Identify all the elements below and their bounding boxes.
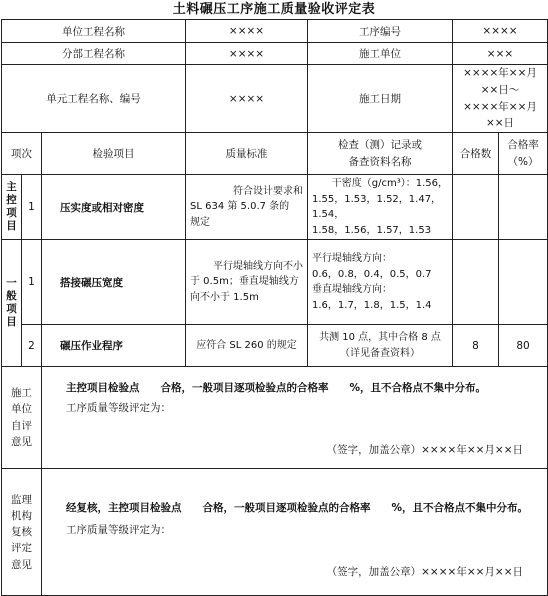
header-row-unit (2, 20, 548, 43)
unit-project-label: 单位工程名称 (2, 20, 186, 43)
supervise-label-line: 监理 (11, 493, 32, 506)
record (308, 325, 453, 367)
self-eval-label-line: 自评 (11, 419, 32, 432)
quality-standard (186, 175, 308, 240)
general-items-group-label (2, 240, 22, 367)
item-no: 2 (22, 325, 42, 367)
main-item-row-1 (2, 175, 548, 240)
standard-line: 符合设计要求和 (233, 185, 303, 197)
col-record-line2: 备查资料名称 (348, 155, 412, 168)
qualified-count (453, 240, 499, 325)
quality-standard (186, 240, 308, 325)
item-no: 1 (22, 175, 42, 240)
part-project-value: ×××× (186, 43, 308, 65)
qualified-rate: 80 (499, 325, 548, 367)
self-eval-line2: 工序质量等级评定为： (66, 401, 171, 414)
self-eval-line1 (66, 380, 486, 395)
main-label-char: 控 (6, 194, 17, 207)
self-eval-content (42, 367, 548, 469)
header-row-element (2, 65, 548, 133)
supervise-label-line: 机构 (11, 509, 32, 522)
standard-line: 向不小于 1.5m (190, 291, 259, 303)
supervise-signature: （签字，加盖公章）××××年××月××日 (326, 565, 524, 578)
process-no-value: ×××× (453, 20, 548, 43)
col-rate-line1: 合格率 (507, 138, 539, 151)
self-eval-label-line: 意见 (11, 435, 32, 448)
record-line: 1.6，1.7，1.8，1.5，1.4 (312, 299, 432, 311)
record-line: 1.55，1.53，1.52，1.47，1.54， (312, 193, 442, 221)
main-label-char: 项 (6, 207, 17, 220)
record-line: 0.6，0.8，0.4，0.5，0.7 (312, 268, 432, 280)
record-line: 干密度（g/cm³）：1.56， (331, 178, 448, 190)
record-line: 平行堤轴线方向： (312, 253, 392, 265)
supervise-eval-row (2, 469, 548, 596)
standard-line: 规定 (190, 216, 210, 228)
standard-line: SL 634 第 5.0.7 条的 (190, 201, 290, 213)
supervise-line1 (66, 500, 528, 515)
qualified-rate (499, 175, 548, 240)
standard-line: 于 0.5m；垂直堤轴线方 (190, 276, 299, 288)
header-row-part (2, 43, 548, 65)
general-item-row-2 (2, 325, 548, 367)
col-item-no: 项次 (2, 133, 42, 175)
record-line: 共测 10 点，其中合格 8 点 (319, 332, 441, 344)
date-value-end: ××××年××月××日 (463, 100, 537, 130)
self-eval-row (2, 367, 548, 469)
check-item-name: 搭接碾压宽度 (42, 240, 186, 325)
general-label-char: 一 (6, 276, 17, 289)
element-project-label: 单元工程名称、编号 (2, 65, 186, 133)
record-line: 垂直堤轴线方向： (312, 284, 392, 296)
main-label-char: 主 (6, 180, 17, 193)
supervise-label-line: 意见 (11, 558, 32, 571)
unit-project-value: ×××× (186, 20, 308, 43)
check-item-name: 压实度或相对密度 (42, 175, 186, 240)
item-no: 1 (22, 240, 42, 325)
self-eval-line1-text: 主控项目检验点 合格，一般项目逐项检验点的合格率 %，且不合格点不集中分布。 (66, 381, 487, 394)
self-eval-label-line: 施工 (11, 387, 32, 400)
contractor-value: ××× (453, 43, 548, 65)
check-item-name: 碾压作业程序 (42, 325, 186, 367)
col-rate (499, 133, 548, 175)
col-record-line1: 检查（测）记录或 (338, 138, 422, 151)
standard-line: 平行堤轴线方向不小 (213, 260, 303, 272)
date-value-start: ××××年××月××日～ (463, 67, 537, 96)
col-qualified-count: 合格数 (453, 133, 499, 175)
form-table (1, 19, 548, 596)
col-quality-standard: 质量标准 (186, 133, 308, 175)
supervise-eval-label (2, 469, 42, 596)
self-eval-signature: （签字，加盖公章）××××年××月××日 (326, 443, 524, 456)
supervise-line1-text: 经复核，主控项目检验点 合格，一般项目逐项检验点的合格率 %，且不合格点不集中分布。 (66, 501, 529, 514)
quality-standard (186, 325, 308, 367)
col-rate-line2: （%） (507, 155, 539, 168)
main-label-char: 目 (6, 220, 17, 233)
supervise-eval-content (42, 469, 548, 596)
supervise-line2: 工序质量等级评定为： (66, 523, 171, 536)
general-label-char: 项 (6, 303, 17, 316)
process-no-label: 工序编号 (308, 20, 453, 43)
col-record (308, 133, 453, 175)
standard-line: 应符合 SL 260 的规定 (196, 339, 297, 351)
self-eval-label-line: 单位 (11, 403, 32, 416)
record-line: （详见备查资料） (340, 347, 420, 359)
record-line: 1.58，1.56，1.57，1.53 (312, 224, 432, 236)
record (308, 175, 453, 240)
contractor-label: 施工单位 (308, 43, 453, 65)
qualified-count: 8 (453, 325, 499, 367)
supervise-label-line: 复核 (11, 526, 32, 539)
date-label: 施工日期 (308, 65, 453, 133)
column-header-row (2, 133, 548, 175)
main-items-group-label (2, 175, 22, 240)
self-eval-label (2, 367, 42, 469)
general-item-row-1 (2, 240, 548, 325)
qualified-count (453, 175, 499, 240)
general-label-char: 般 (6, 290, 17, 303)
element-project-value: ×××× (186, 65, 308, 133)
part-project-label: 分部工程名称 (2, 43, 186, 65)
date-value (453, 65, 548, 133)
form-title: 土料碾压工序施工质量验收评定表 (172, 2, 376, 17)
supervise-label-line: 评定 (11, 542, 32, 555)
col-check-item: 检验项目 (42, 133, 186, 175)
record (308, 240, 453, 325)
general-label-char: 目 (6, 316, 17, 329)
qualified-rate (499, 240, 548, 325)
